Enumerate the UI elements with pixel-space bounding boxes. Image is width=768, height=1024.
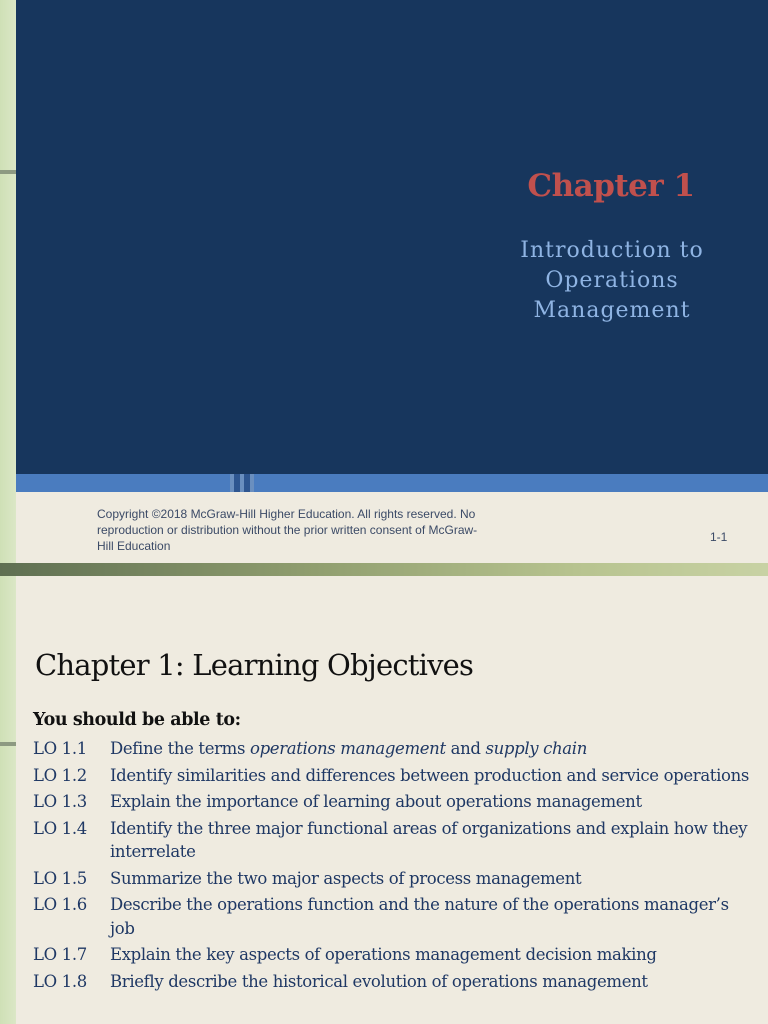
slide-page-number: 1-1 bbox=[710, 530, 728, 544]
slide-divider bbox=[0, 563, 768, 576]
copyright-line: reproduction or distribution without the prior written consent of McGraw- bbox=[97, 523, 478, 537]
objective-text: Identify similarities and differences between production and service operations bbox=[110, 765, 749, 785]
subtitle-line: Operations bbox=[545, 268, 679, 293]
objective-term: operations management bbox=[249, 739, 446, 758]
objective-code: LO 1.3 bbox=[33, 792, 87, 811]
objective-code: LO 1.6 bbox=[33, 895, 87, 914]
accent-band bbox=[16, 474, 768, 492]
objective-item bbox=[33, 893, 753, 940]
objectives-list bbox=[33, 737, 753, 996]
objective-text: Explain the importance of learning about operations management bbox=[110, 792, 642, 811]
objective-item bbox=[33, 943, 753, 967]
subtitle-line: Introduction to bbox=[520, 238, 704, 263]
margin-notch bbox=[0, 742, 16, 746]
objective-code: LO 1.4 bbox=[33, 818, 87, 838]
subtitle-line: Management bbox=[533, 298, 691, 323]
objective-text: Explain the key aspects of operations management decision making bbox=[110, 945, 657, 964]
objective-item bbox=[33, 790, 753, 814]
accent-band-notch bbox=[230, 474, 254, 492]
copyright-notice bbox=[97, 506, 517, 554]
objective-item bbox=[33, 817, 753, 864]
chapter-subtitle bbox=[486, 236, 738, 326]
objective-item bbox=[33, 867, 753, 891]
slide-1-title bbox=[16, 0, 768, 563]
objective-text: Describe the operations function and the nature of the operations manager’s job bbox=[110, 895, 729, 938]
objective-text: Summarize the two major aspects of process management bbox=[110, 868, 582, 888]
slide-title: Chapter 1: Learning Objectives bbox=[35, 648, 474, 682]
objective-text-part: Define the terms bbox=[110, 739, 250, 758]
objective-code: LO 1.2 bbox=[33, 765, 87, 785]
objective-code: LO 1.8 bbox=[33, 971, 87, 991]
objective-text: Identify the three major functional areas of organizations and explain how they interrelate bbox=[110, 818, 748, 861]
chapter-heading: Chapter 1 bbox=[527, 168, 695, 204]
objective-text bbox=[110, 737, 753, 761]
objective-code: LO 1.1 bbox=[33, 739, 87, 758]
objective-term: supply chain bbox=[485, 739, 588, 758]
objective-item bbox=[33, 737, 753, 761]
objective-code: LO 1.5 bbox=[33, 868, 87, 888]
objective-text-part: and bbox=[445, 739, 486, 758]
copyright-line: Copyright ©2018 McGraw-Hill Higher Education. All rights reserved. No bbox=[97, 507, 476, 521]
objective-item bbox=[33, 764, 753, 788]
objective-item bbox=[33, 970, 753, 994]
objective-code: LO 1.7 bbox=[33, 945, 87, 964]
left-margin-strip bbox=[0, 0, 16, 1024]
margin-notch bbox=[0, 170, 16, 174]
objectives-intro: You should be able to: bbox=[33, 710, 241, 730]
objective-text: Briefly describe the historical evolution of operations management bbox=[110, 971, 648, 991]
slide-2-learning-objectives bbox=[16, 576, 768, 1024]
copyright-line: Hill Education bbox=[97, 539, 171, 553]
